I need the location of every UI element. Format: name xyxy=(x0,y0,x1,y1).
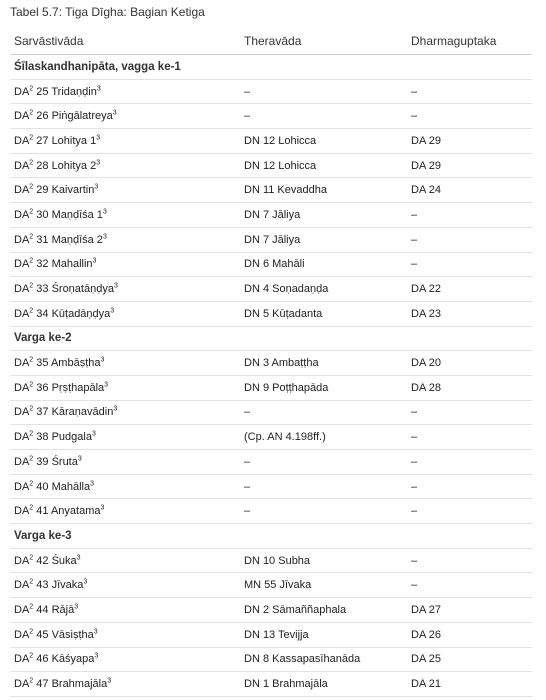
sutra-name: Lohitya 2 xyxy=(51,159,97,172)
cell-sarvastivada xyxy=(10,277,240,302)
comparison-table xyxy=(10,28,532,697)
sutra-number: 33 xyxy=(36,283,49,296)
table-row xyxy=(10,277,532,302)
sutra-prefix: DA xyxy=(14,283,30,296)
prefix-superscript: 2 xyxy=(29,652,34,660)
sutra-prefix: DA xyxy=(14,505,30,518)
cell-sarvastivada xyxy=(10,178,240,203)
cell-sarvastivada xyxy=(10,129,240,154)
sutra-prefix: DA xyxy=(14,381,30,394)
cell-theravada: (Cp. AN 4.198ff.) xyxy=(240,425,407,450)
prefix-superscript: 2 xyxy=(29,455,34,463)
name-superscript: 3 xyxy=(96,158,101,166)
cell-dharmaguptaka: – xyxy=(407,450,532,475)
header-sarvastivada: Sarvāstivāda xyxy=(10,28,240,55)
sutra-prefix: DA xyxy=(14,603,30,616)
sutra-number: 43 xyxy=(36,579,49,592)
cell-dharmaguptaka: DA 24 xyxy=(407,178,532,203)
table-row xyxy=(10,450,532,475)
name-superscript: 3 xyxy=(94,183,99,191)
table-body xyxy=(10,55,532,697)
name-superscript: 3 xyxy=(113,405,118,413)
cell-dharmaguptaka: – xyxy=(407,79,532,104)
sutra-name: Śruta xyxy=(51,455,78,468)
sutra-prefix: DA xyxy=(14,653,30,666)
sutra-prefix: DA xyxy=(14,208,30,221)
sutra-prefix: DA xyxy=(14,85,30,98)
cell-dharmaguptaka: DA 21 xyxy=(407,672,532,697)
sutra-number: 47 xyxy=(36,678,49,691)
section-title: Śīlaskandhanipāta, vagga ke-1 xyxy=(10,55,532,80)
cell-dharmaguptaka: – xyxy=(407,425,532,450)
name-superscript: 3 xyxy=(100,504,105,512)
sutra-name: Piṅgālatreya xyxy=(51,110,113,123)
table-row xyxy=(10,548,532,573)
prefix-superscript: 2 xyxy=(29,356,34,364)
cell-theravada: DN 4 Soṇadaṇḍa xyxy=(240,277,407,302)
sutra-name: Lohitya 1 xyxy=(51,134,97,147)
section-row xyxy=(10,524,532,549)
cell-sarvastivada xyxy=(10,647,240,672)
name-superscript: 3 xyxy=(83,578,88,586)
table-row xyxy=(10,79,532,104)
sutra-name: Śuka xyxy=(51,554,77,567)
table-row xyxy=(10,301,532,326)
table-row xyxy=(10,227,532,252)
name-superscript: 3 xyxy=(102,208,107,216)
cell-sarvastivada xyxy=(10,425,240,450)
cell-dharmaguptaka: DA 29 xyxy=(407,129,532,154)
name-superscript: 3 xyxy=(110,307,115,315)
cell-sarvastivada xyxy=(10,474,240,499)
prefix-superscript: 2 xyxy=(29,628,34,635)
cell-sarvastivada xyxy=(10,104,240,129)
sutra-prefix: DA xyxy=(14,579,30,592)
prefix-superscript: 2 xyxy=(29,578,34,586)
sutra-name: Kāśyapa xyxy=(51,653,95,666)
table-row xyxy=(10,153,532,178)
sutra-number: 42 xyxy=(36,554,49,567)
sutra-prefix: DA xyxy=(14,554,30,567)
cell-sarvastivada xyxy=(10,203,240,228)
cell-sarvastivada xyxy=(10,450,240,475)
sutra-name: Maṇḍīśa 2 xyxy=(51,233,103,246)
name-superscript: 3 xyxy=(76,553,81,561)
cell-dharmaguptaka: – xyxy=(407,548,532,573)
header-dharmaguptaka: Dharmaguptaka xyxy=(407,28,532,55)
sutra-name: Brahmajāla xyxy=(51,678,108,691)
name-superscript: 3 xyxy=(96,134,101,142)
cell-dharmaguptaka: DA 27 xyxy=(407,598,532,623)
table-row xyxy=(10,104,532,129)
cell-theravada: DN 12 Lohicca xyxy=(240,153,407,178)
cell-dharmaguptaka: DA 23 xyxy=(407,301,532,326)
sutra-name: Mahālla xyxy=(51,480,91,493)
table-row xyxy=(10,474,532,499)
prefix-superscript: 2 xyxy=(29,84,34,92)
cell-sarvastivada xyxy=(10,252,240,277)
name-superscript: 3 xyxy=(90,479,94,487)
sutra-prefix: DA xyxy=(14,357,30,370)
cell-sarvastivada xyxy=(10,548,240,573)
cell-sarvastivada xyxy=(10,573,240,598)
table-row xyxy=(10,400,532,425)
cell-sarvastivada xyxy=(10,672,240,697)
prefix-superscript: 2 xyxy=(29,381,34,389)
section-title: Varga ke-2 xyxy=(10,326,532,351)
cell-sarvastivada xyxy=(10,301,240,326)
table-row xyxy=(10,598,532,623)
cell-theravada: – xyxy=(240,474,407,499)
cell-theravada: DN 12 Lohicca xyxy=(240,129,407,154)
cell-theravada: DN 8 Kassapasīhanāda xyxy=(240,647,407,672)
sutra-prefix: DA xyxy=(14,628,30,641)
sutra-name: Kaivartin xyxy=(51,184,95,197)
table-caption: Tabel 5.7: Tiga Dīgha: Bagian Ketiga xyxy=(10,5,205,19)
name-superscript: 3 xyxy=(77,455,82,463)
table-row xyxy=(10,672,532,697)
prefix-superscript: 2 xyxy=(29,158,34,166)
cell-sarvastivada xyxy=(10,598,240,623)
table-row xyxy=(10,178,532,203)
prefix-superscript: 2 xyxy=(29,405,34,413)
sutra-name: Mahallin xyxy=(51,258,93,271)
cell-dharmaguptaka: DA 28 xyxy=(407,375,532,400)
table-header-row xyxy=(10,28,532,55)
prefix-superscript: 2 xyxy=(29,208,34,216)
cell-dharmaguptaka: – xyxy=(407,400,532,425)
table-row xyxy=(10,499,532,524)
sutra-number: 28 xyxy=(36,159,49,172)
sutra-number: 27 xyxy=(36,134,49,147)
sutra-name: Kūṭadāṇḍya xyxy=(51,307,111,320)
table-row xyxy=(10,622,532,647)
cell-dharmaguptaka: – xyxy=(407,499,532,524)
cell-sarvastivada xyxy=(10,351,240,376)
sutra-prefix: DA xyxy=(14,258,30,271)
sutra-name: Ambāṣṭha xyxy=(50,357,101,370)
cell-dharmaguptaka: – xyxy=(407,227,532,252)
sutra-number: 40 xyxy=(36,480,49,493)
cell-theravada: DN 5 Kūṭadanta xyxy=(240,301,407,326)
sutra-number: 35 xyxy=(36,357,49,370)
cell-sarvastivada xyxy=(10,153,240,178)
sutra-number: 45 xyxy=(36,628,49,641)
table-row xyxy=(10,647,532,672)
cell-theravada: – xyxy=(240,499,407,524)
name-superscript: 3 xyxy=(102,233,107,240)
sutra-name: Maṇḍīśa 1 xyxy=(51,208,103,221)
sutra-prefix: DA xyxy=(14,678,30,691)
name-superscript: 3 xyxy=(94,652,99,660)
cell-dharmaguptaka: DA 26 xyxy=(407,622,532,647)
sutra-number: 34 xyxy=(36,307,49,320)
sutra-name: Tridaṇḍin xyxy=(51,85,97,98)
cell-sarvastivada xyxy=(10,622,240,647)
name-superscript: 3 xyxy=(113,282,118,290)
sutra-number: 36 xyxy=(36,381,49,394)
cell-theravada: MN 55 Jīvaka xyxy=(240,573,407,598)
cell-sarvastivada xyxy=(10,227,240,252)
section-row xyxy=(10,326,532,351)
cell-dharmaguptaka: – xyxy=(407,252,532,277)
sutra-name: Vāsiṣṭha xyxy=(51,628,94,641)
sutra-number: 37 xyxy=(36,406,49,419)
cell-dharmaguptaka: – xyxy=(407,203,532,228)
cell-theravada: DN 13 Tevijja xyxy=(240,622,407,647)
prefix-superscript: 2 xyxy=(29,603,34,611)
cell-theravada: DN 1 Brahmajāla xyxy=(240,672,407,697)
sutra-number: 31 xyxy=(36,233,49,246)
prefix-superscript: 2 xyxy=(29,504,34,512)
cell-dharmaguptaka: – xyxy=(407,104,532,129)
cell-theravada: – xyxy=(240,79,407,104)
prefix-superscript: 2 xyxy=(29,183,34,191)
cell-sarvastivada xyxy=(10,375,240,400)
cell-theravada: DN 9 Poṭṭhapāda xyxy=(240,375,407,400)
sutra-prefix: DA xyxy=(14,455,30,468)
sutra-prefix: DA xyxy=(14,480,30,493)
table-row xyxy=(10,351,532,376)
sutra-number: 30 xyxy=(36,208,49,221)
cell-theravada: DN 6 Mahāli xyxy=(240,252,407,277)
sutra-number: 32 xyxy=(36,258,49,271)
name-superscript: 3 xyxy=(96,84,101,92)
sutra-prefix: DA xyxy=(14,307,30,320)
sutra-prefix: DA xyxy=(14,159,30,172)
cell-theravada: DN 7 Jāliya xyxy=(240,203,407,228)
sutra-prefix: DA xyxy=(14,233,30,246)
section-title: Varga ke-3 xyxy=(10,524,532,549)
sutra-number: 39 xyxy=(36,455,49,468)
name-superscript: 3 xyxy=(104,381,109,389)
name-superscript: 3 xyxy=(74,603,79,611)
cell-dharmaguptaka: DA 25 xyxy=(407,647,532,672)
sutra-name: Śroṇatāṇḍya xyxy=(51,283,114,296)
cell-dharmaguptaka: DA 20 xyxy=(407,351,532,376)
cell-dharmaguptaka: DA 22 xyxy=(407,277,532,302)
sutra-name: Kāraṇavādin xyxy=(51,406,114,419)
table-row xyxy=(10,425,532,450)
name-superscript: 3 xyxy=(91,430,96,438)
sutra-prefix: DA xyxy=(14,431,30,444)
sutra-name: Rājā xyxy=(51,603,75,616)
prefix-superscript: 2 xyxy=(29,307,34,315)
table-row xyxy=(10,129,532,154)
name-superscript: 3 xyxy=(92,257,97,265)
sutra-prefix: DA xyxy=(14,134,30,147)
prefix-superscript: 2 xyxy=(29,233,34,240)
sutra-number: 41 xyxy=(36,505,49,518)
prefix-superscript: 2 xyxy=(29,109,34,117)
cell-theravada: DN 7 Jāliya xyxy=(240,227,407,252)
section-row xyxy=(10,55,532,80)
name-superscript: 3 xyxy=(93,628,98,635)
cell-dharmaguptaka: – xyxy=(407,474,532,499)
sutra-prefix: DA xyxy=(14,184,30,197)
header-theravada: Theravāda xyxy=(240,28,407,55)
prefix-superscript: 2 xyxy=(29,282,34,290)
cell-theravada: – xyxy=(240,104,407,129)
cell-theravada: DN 10 Subha xyxy=(240,548,407,573)
prefix-superscript: 2 xyxy=(29,134,34,142)
prefix-superscript: 2 xyxy=(29,677,34,685)
sutra-name: Anyatama xyxy=(50,505,101,518)
prefix-superscript: 2 xyxy=(29,479,34,487)
cell-theravada: DN 11 Kevaddha xyxy=(240,178,407,203)
table-row xyxy=(10,252,532,277)
sutra-number: 44 xyxy=(36,603,49,616)
name-superscript: 3 xyxy=(107,677,112,685)
table-row xyxy=(10,573,532,598)
sutra-number: 29 xyxy=(36,184,49,197)
cell-sarvastivada xyxy=(10,79,240,104)
name-superscript: 3 xyxy=(100,356,105,364)
table-row xyxy=(10,375,532,400)
sutra-name: Pudgala xyxy=(51,431,92,444)
prefix-superscript: 2 xyxy=(29,257,34,265)
sutra-prefix: DA xyxy=(14,406,30,419)
prefix-superscript: 2 xyxy=(29,430,34,438)
cell-dharmaguptaka: DA 29 xyxy=(407,153,532,178)
sutra-prefix: DA xyxy=(14,110,30,123)
cell-theravada: DN 2 Sāmaññaphala xyxy=(240,598,407,623)
sutra-name: Pṛṣṭhapāla xyxy=(51,381,105,394)
cell-sarvastivada xyxy=(10,499,240,524)
cell-dharmaguptaka: – xyxy=(407,573,532,598)
prefix-superscript: 2 xyxy=(29,553,34,561)
name-superscript: 3 xyxy=(112,109,117,117)
sutra-number: 26 xyxy=(36,110,49,123)
sutra-number: 46 xyxy=(36,653,49,666)
cell-sarvastivada xyxy=(10,400,240,425)
cell-theravada: – xyxy=(240,450,407,475)
sutra-number: 38 xyxy=(36,431,49,444)
table-row xyxy=(10,203,532,228)
sutra-number: 25 xyxy=(36,85,49,98)
cell-theravada: – xyxy=(240,400,407,425)
sutra-name: Jīvaka xyxy=(51,579,84,592)
cell-theravada: DN 3 Ambaṭṭha xyxy=(240,351,407,376)
